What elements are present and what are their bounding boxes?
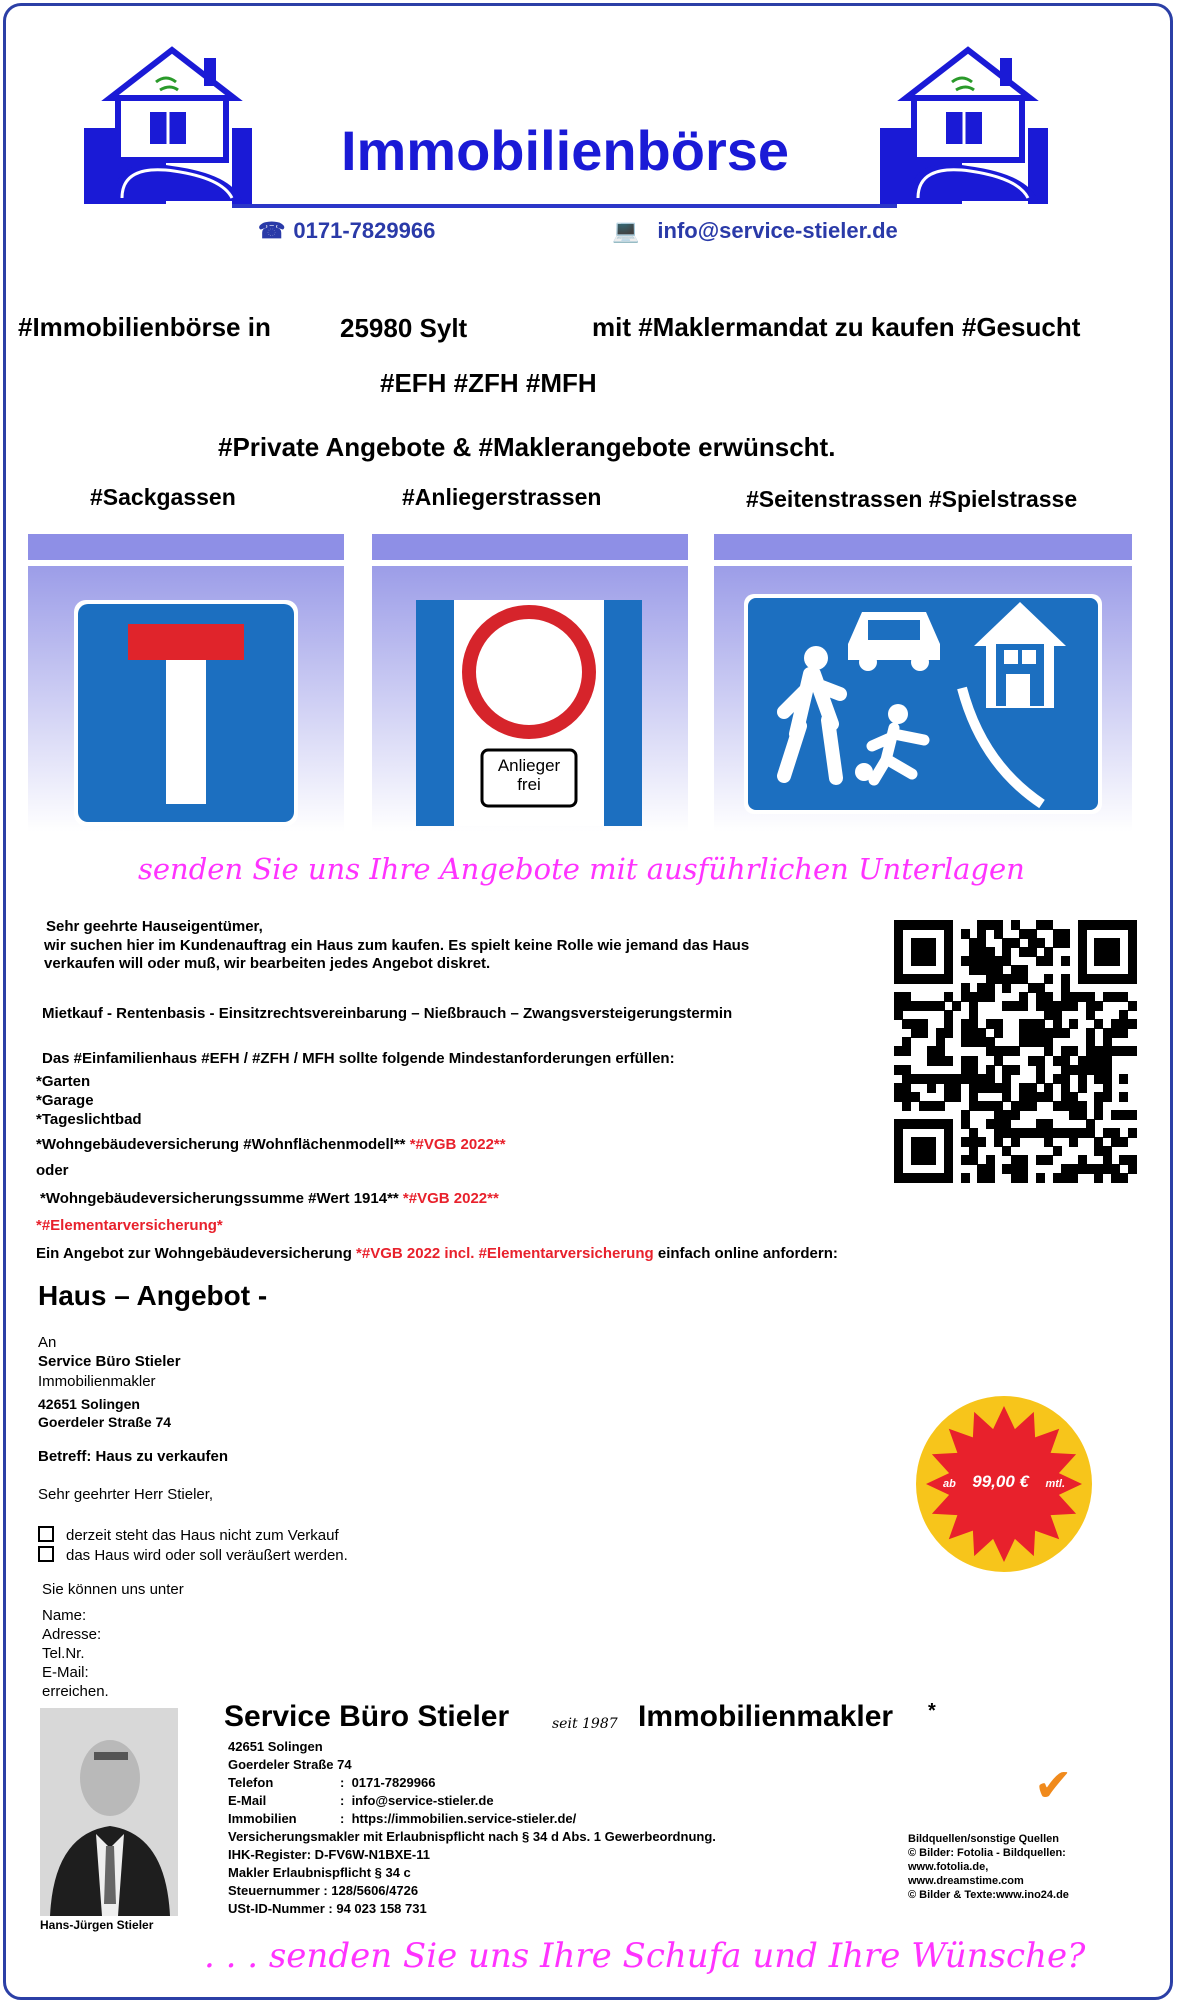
qr-module: [927, 1083, 936, 1093]
qr-module: [1119, 1092, 1128, 1102]
telephone-icon: ☎: [258, 218, 286, 243]
form-heading: Haus – Angebot -: [38, 1280, 268, 1311]
intro-line1: wir suchen hier im Kundenauftrag ein Haus zum kaufen. Es spielt keine Rolle wie jemand das Haus: [44, 937, 750, 954]
credit-line: Bildquellen/sonstige Quellen: [908, 1833, 1059, 1845]
qr-module: [952, 1092, 961, 1102]
access-only-sign: [416, 600, 642, 826]
form-an: An: [38, 1334, 57, 1351]
qr-module: [1119, 1028, 1128, 1038]
phone-number: 0171-7829966: [293, 218, 436, 243]
row-label: Telefon: [228, 1775, 274, 1790]
qr-module: [1128, 974, 1137, 984]
checkbox-icon[interactable]: [38, 1526, 54, 1542]
qr-module: [1094, 1173, 1103, 1183]
footer-row-website: Immobilien : https://immobilien.service-stieler.de/: [228, 1811, 577, 1826]
qr-module: [1128, 1110, 1137, 1120]
form-city: 42651 Solingen: [38, 1396, 140, 1412]
insurance-line1: [36, 1136, 506, 1153]
qr-module: [1128, 1046, 1137, 1056]
qr-module: [1119, 1137, 1128, 1147]
headline-part1: #Immobilienbörse in: [18, 312, 271, 342]
insurance1-text: *Wohngebäudeversicherung #Wohnflächenmodell**: [36, 1136, 406, 1153]
computer-icon: 💻: [612, 218, 640, 243]
qr-module: [1078, 1083, 1087, 1093]
category-label-seitenstrassen: #Seitenstrassen #Spielstrasse: [746, 486, 1078, 512]
qr-module: [1019, 1173, 1028, 1183]
qr-module: [927, 956, 936, 966]
qr-module: [1011, 1046, 1020, 1056]
anlieger-line1: Anlieger: [497, 756, 561, 775]
footer-tax: Steuernummer : 128/5606/4726: [228, 1883, 419, 1898]
qr-module: [1036, 1173, 1045, 1183]
row-value[interactable]: info@service-stieler.de: [351, 1793, 494, 1808]
headline-location: 25980 Sylt: [340, 313, 468, 343]
qr-module: [1011, 1137, 1020, 1147]
form-role: Immobilienmakler: [38, 1373, 156, 1390]
play-street-sign-icon: [744, 594, 1102, 814]
footer-street: Goerdeler Straße 74: [228, 1757, 352, 1772]
portrait-icon: [40, 1708, 178, 1916]
panel-bar: [28, 534, 344, 560]
credit-line: www.fotolia.de,: [908, 1861, 989, 1873]
avatar: [40, 1708, 178, 1916]
qr-module: [1061, 1028, 1070, 1038]
footer-since: seit 1987: [552, 1716, 618, 1732]
field-name[interactable]: Name:: [42, 1607, 87, 1624]
panel-bar: [714, 534, 1132, 560]
cta-send-offers: senden Sie uns Ihre Angebote mit ausführlichen Unterlagen: [138, 852, 1025, 886]
or-text: oder: [36, 1162, 69, 1179]
intro-line2: verkaufen will oder muß, wir bearbeiten jedes Angebot diskret.: [44, 955, 491, 972]
qr-module: [944, 1028, 953, 1038]
form-street: Goerdeler Straße 74: [38, 1414, 172, 1430]
headline-part2: mit #Maklermandat zu kaufen #Gesucht: [592, 312, 1081, 342]
qr-module: [936, 1101, 945, 1111]
footer-details: [228, 1738, 716, 1918]
checkbox-will-sell[interactable]: [38, 1546, 348, 1564]
qr-module: [1069, 1137, 1078, 1147]
row-value[interactable]: 0171-7829966: [351, 1775, 436, 1790]
qr-module: [902, 1046, 911, 1056]
qr-module: [1053, 1146, 1062, 1156]
requirement-item: *Garten: [36, 1073, 91, 1090]
qr-module: [944, 974, 953, 984]
qr-module: [961, 1173, 970, 1183]
footer-company: Service Büro Stieler: [224, 1700, 510, 1733]
form-company: Service Büro Stieler: [38, 1353, 181, 1370]
badge-prefix: ab: [942, 1478, 956, 1490]
panel-bar: [372, 534, 688, 560]
requirement-item: *Tageslichtbad: [36, 1111, 142, 1128]
insurance2-text: *Wohngebäudeversicherungssumme #Wert 1914**: [40, 1190, 399, 1207]
checkbox-icon[interactable]: [38, 1546, 54, 1562]
offer-text-b: einfach online anfordern:: [657, 1245, 838, 1262]
email-contact[interactable]: [612, 218, 898, 244]
row-label: Immobilien: [228, 1811, 297, 1826]
qr-module: [1002, 983, 1011, 993]
offer-text-a: Ein Angebot zur Wohngebäudeversicherung: [36, 1245, 352, 1262]
footer-role: Immobilienmakler: [638, 1700, 894, 1733]
qr-module: [1128, 1164, 1137, 1174]
qr-module: [902, 1101, 911, 1111]
offer-line: [36, 1245, 838, 1262]
qr-module: [1019, 1001, 1028, 1011]
qr-module: [1061, 938, 1070, 948]
person-name: Hans-Jürgen Stieler: [40, 1918, 154, 1932]
qr-code[interactable]: [894, 920, 1136, 1182]
qr-module: [1128, 1019, 1137, 1029]
qr-module: [944, 1056, 953, 1066]
phone-contact[interactable]: [258, 218, 435, 244]
footer-vat: USt-ID-Nummer : 94 023 158 731: [228, 1901, 427, 1916]
qr-module: [1069, 1001, 1078, 1011]
headline-offers: #Private Angebote & #Maklerangebote erwünscht.: [218, 432, 836, 462]
page-title: Immobilienbörse: [340, 119, 790, 182]
row-value[interactable]: https://immobilien.service-stieler.de/: [351, 1811, 577, 1826]
footer-city: 42651 Solingen: [228, 1739, 323, 1754]
image-credits: [908, 1832, 1069, 1902]
qr-module: [986, 992, 995, 1002]
form-salutation: Sehr geehrter Herr Stieler,: [38, 1486, 214, 1503]
anlieger-text: [482, 756, 576, 794]
qr-module: [1128, 1128, 1137, 1138]
insurance1-red: *#VGB 2022**: [409, 1136, 506, 1153]
footer-ihk: IHK-Register: D-FV6W-N1BXE-11: [228, 1847, 430, 1862]
qr-module: [1069, 1019, 1078, 1029]
badge-suffix: mtl.: [1045, 1478, 1066, 1490]
qr-module: [1044, 956, 1053, 966]
badge-price: 99,00 €: [972, 1472, 1029, 1491]
qr-module: [1011, 1110, 1020, 1120]
anlieger-line2: frei: [517, 775, 541, 794]
form-fields: [42, 1606, 109, 1701]
qr-module: [944, 1173, 953, 1183]
qr-module: [1094, 1110, 1103, 1120]
cta-send-schufa: . . . senden Sie uns Ihre Schufa und Ihre Wünsche?: [204, 1936, 1086, 1976]
qr-module: [986, 1173, 995, 1183]
credit-line: © Bilder & Texte:www.ino24.de: [908, 1889, 1069, 1901]
field-address[interactable]: Adresse:: [42, 1626, 102, 1643]
field-phone[interactable]: Tel.Nr.: [42, 1645, 85, 1662]
footer-license: Versicherungsmakler mit Erlaubnispflicht nach § 34 d Abs. 1 Gewerbeordnung.: [228, 1829, 716, 1844]
requirement-item: *Garage: [36, 1092, 94, 1109]
title-underline: [232, 204, 897, 208]
field-email[interactable]: E-Mail:: [42, 1664, 89, 1681]
price-badge: [914, 1472, 1094, 1492]
qr-module: [977, 1137, 986, 1147]
checkbox2-label: das Haus wird oder soll veräußert werden.: [66, 1547, 348, 1564]
qr-module: [1044, 1155, 1053, 1165]
intro-options: Mietkauf - Rentenbasis - Einsitzrechtsvereinbarung – Nießbrauch – Zwangsversteigerungstermin: [42, 1005, 733, 1022]
qr-module: [1094, 1001, 1103, 1011]
form-reach: Sie können uns unter: [42, 1581, 184, 1598]
qr-module: [1061, 956, 1070, 966]
insurance2-red: *#VGB 2022**: [402, 1190, 499, 1207]
qr-module: [927, 1155, 936, 1165]
qr-module: [1044, 974, 1053, 984]
field-reach: erreichen.: [42, 1683, 109, 1700]
credit-line: © Bilder: Fotolia - Bildquellen:: [908, 1847, 1066, 1859]
checkbox1-label: derzeit steht das Haus nicht zum Verkauf: [66, 1527, 339, 1544]
qr-module: [1103, 1092, 1112, 1102]
checkbox-not-for-sale[interactable]: [38, 1526, 339, 1544]
qr-module: [1028, 1101, 1037, 1111]
qr-module: [952, 1001, 961, 1011]
insurance-line2: [40, 1190, 499, 1207]
qr-module: [1119, 1173, 1128, 1183]
footer-row-email: E-Mail : info@service-stieler.de: [228, 1793, 494, 1808]
offer-text-red[interactable]: *#VGB 2022 incl. #Elementarversicherung: [356, 1245, 654, 1262]
qr-module: [994, 1028, 1003, 1038]
qr-module: [1128, 1001, 1137, 1011]
qr-module: [1119, 1074, 1128, 1084]
checkmark-icon: ✔: [1034, 1759, 1073, 1811]
email-address: info@service-stieler.de: [657, 218, 898, 243]
form-subject: Betreff: Haus zu verkaufen: [38, 1448, 229, 1465]
qr-module: [1069, 1173, 1078, 1183]
footer-star: *: [928, 1700, 936, 1722]
credit-line: www.dreamstime.com: [908, 1875, 1024, 1887]
category-label-sackgassen: #Sackgassen: [90, 484, 236, 510]
qr-module: [1011, 1065, 1020, 1075]
category-label-anliegerstrassen: #Anliegerstrassen: [402, 484, 602, 510]
intro-requirements: Das #Einfamilienhaus #EFH / #ZFH / MFH sollte folgende Mindestanforderungen erfüllen:: [42, 1050, 675, 1067]
intro-greeting: Sehr geehrte Hauseigentümer,: [46, 918, 263, 935]
footer-makler: Makler Erlaubnispflicht § 34 c: [228, 1865, 411, 1880]
footer-row-phone: Telefon : 0171-7829966: [228, 1775, 436, 1790]
elementar-text: *#Elementarversicherung*: [36, 1217, 223, 1234]
qr-module: [919, 1028, 928, 1038]
headline-types: #EFH #ZFH #MFH: [380, 368, 597, 398]
row-label: E-Mail: [228, 1793, 267, 1808]
qr-module: [1111, 956, 1120, 966]
dead-end-sign-icon: [74, 600, 298, 826]
